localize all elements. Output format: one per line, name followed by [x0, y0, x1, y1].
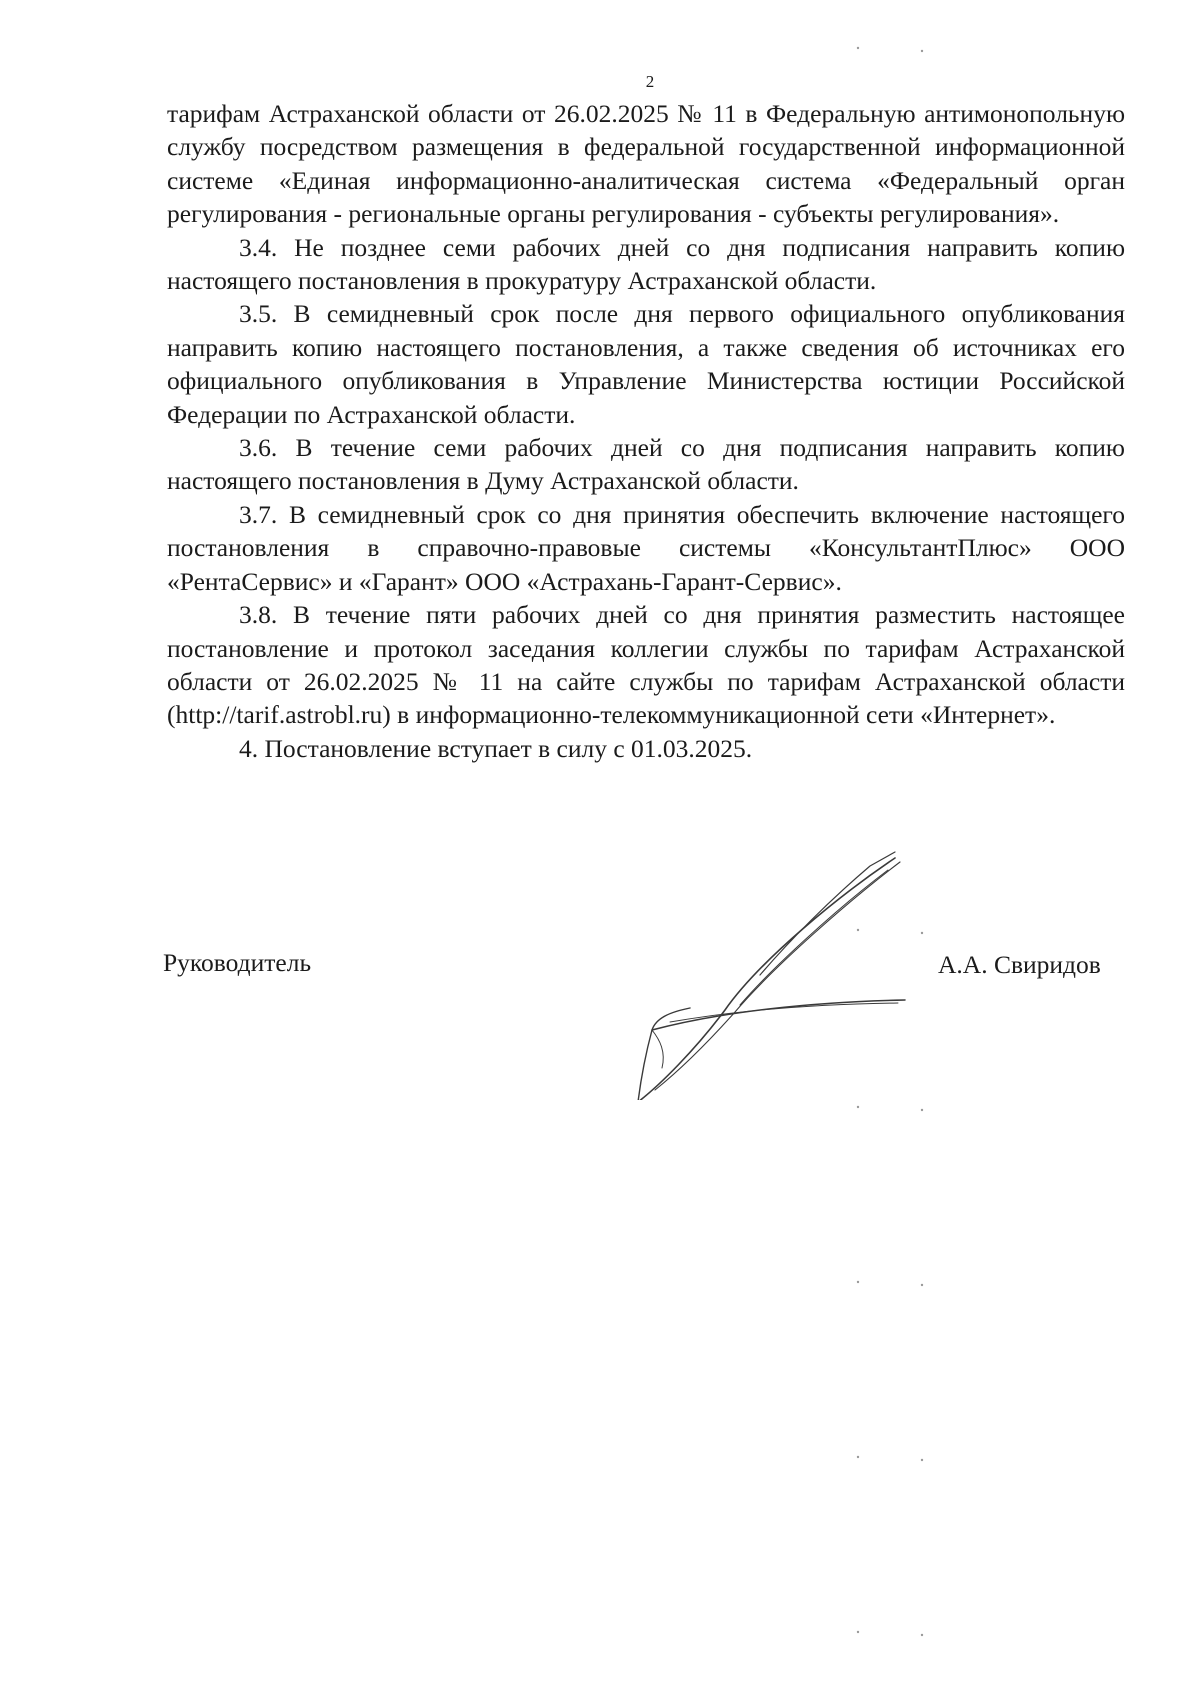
paragraph-3-8: 3.8. В течение пяти рабочих дней со дня принятия разместить настоящее постановление и протокол заседания коллегии службы по тарифам Астраханской области от 26.02.2025 № 11 на сайте службы по тарифам Астраханской области (http://tarif.astrobl.ru) в информационно-телекоммуникационной сети «Интернет». [167, 600, 1125, 730]
paragraph-3-4: 3.4. Не позднее семи рабочих дней со дня подписания направить копию настоящего постановления в прокуратуру Астраханской области. [167, 232, 1125, 296]
page-number: 2 [645, 72, 655, 91]
paragraph-3-5: 3.5. В семидневный срок после дня первого официального опубликования направить копию настоящего постановления, а также сведения об источниках его официального опубликования в Управление Министерства юстиции Российской Федерации по Астраханской области. [167, 299, 1125, 429]
signer-title: Руководитель [163, 948, 312, 977]
paragraph-3-7: 3.7. В семидневный срок со дня принятия обеспечить включение настоящего постановления в справочно-правовые системы «КонсультантПлюс» ООО «РентаСервис» и «Гарант» ООО «Астрахань-Гарант-Сервис». [167, 499, 1125, 596]
paragraph-4: 4. Постановление вступает в силу с 01.03.2025. [239, 733, 753, 763]
signer-name: А.А. Свиридов [938, 950, 1101, 979]
paragraph-3-6: 3.6. В течение семи рабочих дней со дня подписания направить копию настоящего постановления в Думу Астраханской области. [167, 433, 1125, 496]
paragraph-continuation: тарифам Астраханской области от 26.02.2025 № 11 в Федеральную антимонопольную службу посредством размещения в федеральной государственной информационной системе «Единая информационно-аналитическая система «Федеральный орган регулирования - региональные органы регулирования - субъекты регулирования». [167, 99, 1125, 229]
